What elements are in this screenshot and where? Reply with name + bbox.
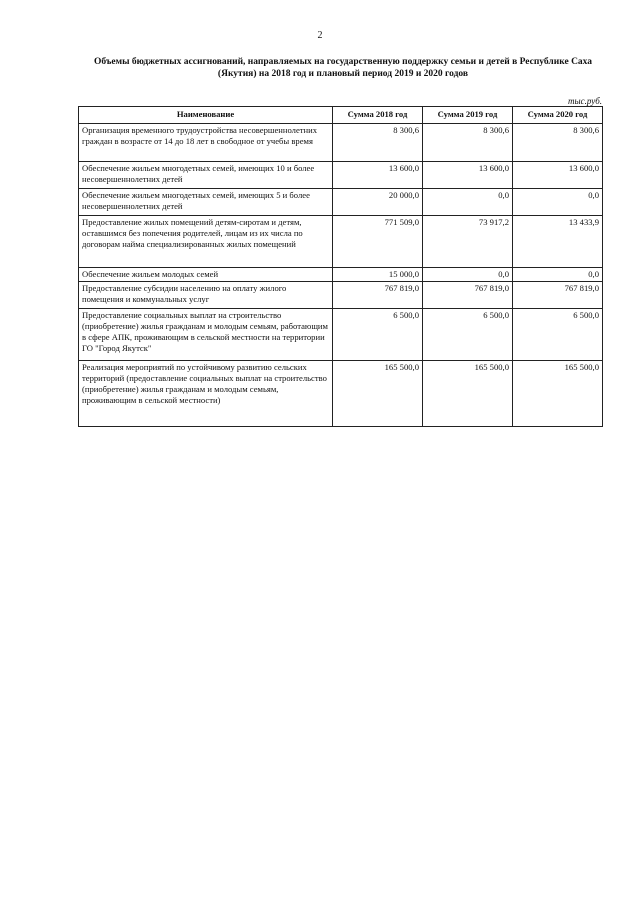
row-value-2019: 8 300,6 (423, 124, 513, 162)
row-value-2018: 165 500,0 (333, 361, 423, 427)
row-name: Предоставление социальных выплат на строительство (приобретение) жилья гражданам и молодым семьям, работающим в сфере АПК, проживающим в сельской местности на территории ГО "Город Якутск" (79, 309, 333, 361)
row-value-2020: 767 819,0 (513, 282, 603, 309)
header-2018: Сумма 2018 год (333, 107, 423, 124)
row-name: Организация временного трудоустройства несовершеннолетних граждан в возрасте от 14 до 18 лет в свободное от учебы время (79, 124, 333, 162)
row-value-2019: 13 600,0 (423, 162, 513, 189)
table-row (79, 189, 603, 216)
row-value-2020: 6 500,0 (513, 309, 603, 361)
row-name: Предоставление жилых помещений детям-сиротам и детям, оставшимся без попечения родителей, лицам из их числа по договорам найма специализированных жилых помещений (79, 216, 333, 268)
table-row (79, 309, 603, 361)
row-name: Предоставление субсидии населению на оплату жилого помещения и коммунальных услуг (79, 282, 333, 309)
row-value-2019: 767 819,0 (423, 282, 513, 309)
row-value-2019: 6 500,0 (423, 309, 513, 361)
row-value-2020: 0,0 (513, 268, 603, 282)
row-value-2019: 0,0 (423, 189, 513, 216)
row-name: Обеспечение жильем многодетных семей, имеющих 10 и более несовершеннолетних детей (79, 162, 333, 189)
table-row (79, 361, 603, 427)
row-value-2020: 0,0 (513, 189, 603, 216)
row-value-2018: 20 000,0 (333, 189, 423, 216)
row-name: Обеспечение жильем молодых семей (79, 268, 333, 282)
table-header-row (79, 107, 603, 124)
table-row (79, 216, 603, 268)
table-row (79, 124, 603, 162)
row-value-2019: 165 500,0 (423, 361, 513, 427)
header-2019: Сумма 2019 год (423, 107, 513, 124)
row-value-2018: 6 500,0 (333, 309, 423, 361)
row-name: Реализация мероприятий по устойчивому развитию сельских территорий (предоставление социальных выплат на строительство (приобретение) жилья гражданам и молодым семьям, проживающим в сельской местности) (79, 361, 333, 427)
row-value-2020: 8 300,6 (513, 124, 603, 162)
header-name: Наименование (79, 107, 333, 124)
budget-table (78, 106, 603, 427)
units-label: тыс.руб. (568, 96, 602, 106)
row-value-2020: 13 600,0 (513, 162, 603, 189)
row-value-2020: 165 500,0 (513, 361, 603, 427)
table-row (79, 162, 603, 189)
row-value-2019: 0,0 (423, 268, 513, 282)
table-row (79, 268, 603, 282)
row-value-2018: 771 509,0 (333, 216, 423, 268)
document-title: Объемы бюджетных ассигнований, направляемых на государственную поддержку семьи и детей в Республике Саха (Якутия) на 2018 год и плановый период 2019 и 2020 годов (93, 57, 593, 79)
table-row (79, 282, 603, 309)
row-name: Обеспечение жильем многодетных семей, имеющих 5 и более несовершеннолетних детей (79, 189, 333, 216)
row-value-2018: 8 300,6 (333, 124, 423, 162)
row-value-2018: 767 819,0 (333, 282, 423, 309)
row-value-2020: 13 433,9 (513, 216, 603, 268)
page-number: 2 (317, 30, 323, 41)
row-value-2019: 73 917,2 (423, 216, 513, 268)
row-value-2018: 15 000,0 (333, 268, 423, 282)
row-value-2018: 13 600,0 (333, 162, 423, 189)
header-2020: Сумма 2020 год (513, 107, 603, 124)
